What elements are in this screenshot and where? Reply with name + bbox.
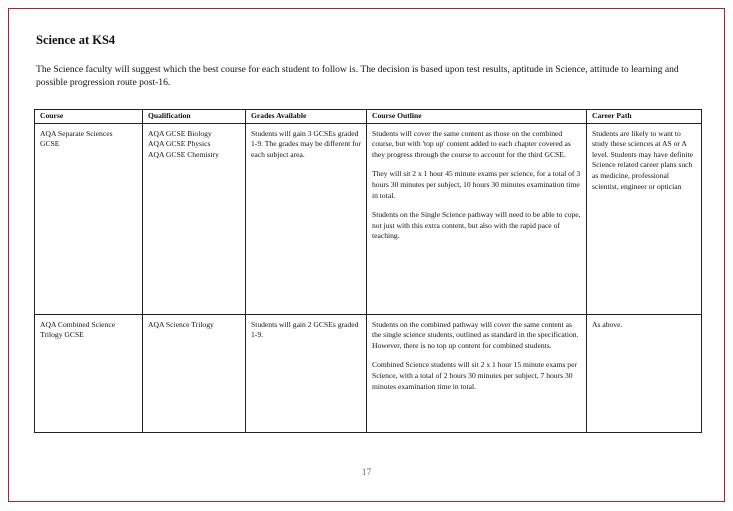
career-cell: As above.	[587, 314, 702, 432]
header-career-path: Career Path	[587, 110, 702, 124]
header-qualification: Qualification	[143, 110, 246, 124]
outline-paragraph: Students will cover the same content as those on the combined course, but with 'top up' content added to each chapter covered as they progress through the course to account for the third GCSE.	[372, 128, 571, 159]
page-title: Science at KS4	[36, 33, 116, 47]
grades-cell: Students will gain 3 GCSEs graded 1-9. The grades may be different for each subject area.	[246, 123, 367, 314]
qualification-line: AQA GCSE Chemistry	[148, 149, 219, 159]
outline-paragraph: They will sit 2 x 1 hour 45 minute exams per science, for a total of 3 hours 30 minutes per subject, 10 hours 30 minutes examination time in total.	[372, 169, 581, 200]
outline-cell	[367, 123, 587, 314]
page-number: 17	[361, 468, 372, 478]
course-name-line: GCSE	[40, 139, 60, 149]
header-course: Course	[35, 110, 143, 124]
qualification-line: AQA Science Trilogy	[148, 319, 214, 329]
qualification-line: AQA GCSE Biology	[148, 128, 212, 138]
table-header-row	[35, 110, 702, 124]
career-cell: Students are likely to want to study these sciences at AS or A level. Students may have definite Science related career plans such as medicine, professional scientist, engineer or optician	[587, 123, 702, 314]
courses-table	[34, 109, 702, 433]
grades-cell: Students will gain 2 GCSEs graded 1-9.	[246, 314, 367, 432]
outline-paragraph: Students on the Single Science pathway will need to be able to cope, not just with this extra content, but also with the rapid pace of teaching.	[372, 210, 581, 241]
outline-paragraph: Students on the combined pathway will cover the same content as the single science students, outlined as standard in the specification. However, there is no top up content for combined students.	[372, 319, 579, 350]
qualification-cell	[143, 314, 246, 432]
header-course-outline: Course Outline	[367, 110, 587, 124]
course-cell	[35, 314, 143, 432]
course-cell	[35, 123, 143, 314]
outline-paragraph: Combined Science students will sit 2 x 1 hour 15 minute exams per Science, with a total of 2 hours 30 minutes per subject, 7 hours 30 minutes examination time in total.	[372, 360, 578, 391]
outline-cell	[367, 314, 587, 432]
qualification-line: AQA GCSE Physics	[148, 139, 211, 149]
table-row	[35, 123, 702, 314]
course-name-line: AQA Separate Sciences	[40, 128, 113, 138]
course-name-line: Trilogy GCSE	[40, 330, 84, 340]
table-row	[35, 314, 702, 432]
qualification-cell	[143, 123, 246, 314]
header-grades-available: Grades Available	[246, 110, 367, 124]
course-name-line: AQA Combined Science	[40, 319, 116, 329]
intro-paragraph: The Science faculty will suggest which the best course for each student to follow is. The decision is based upon test results, aptitude in Science, attitude to learning and possible progression route post-16.	[36, 64, 679, 88]
